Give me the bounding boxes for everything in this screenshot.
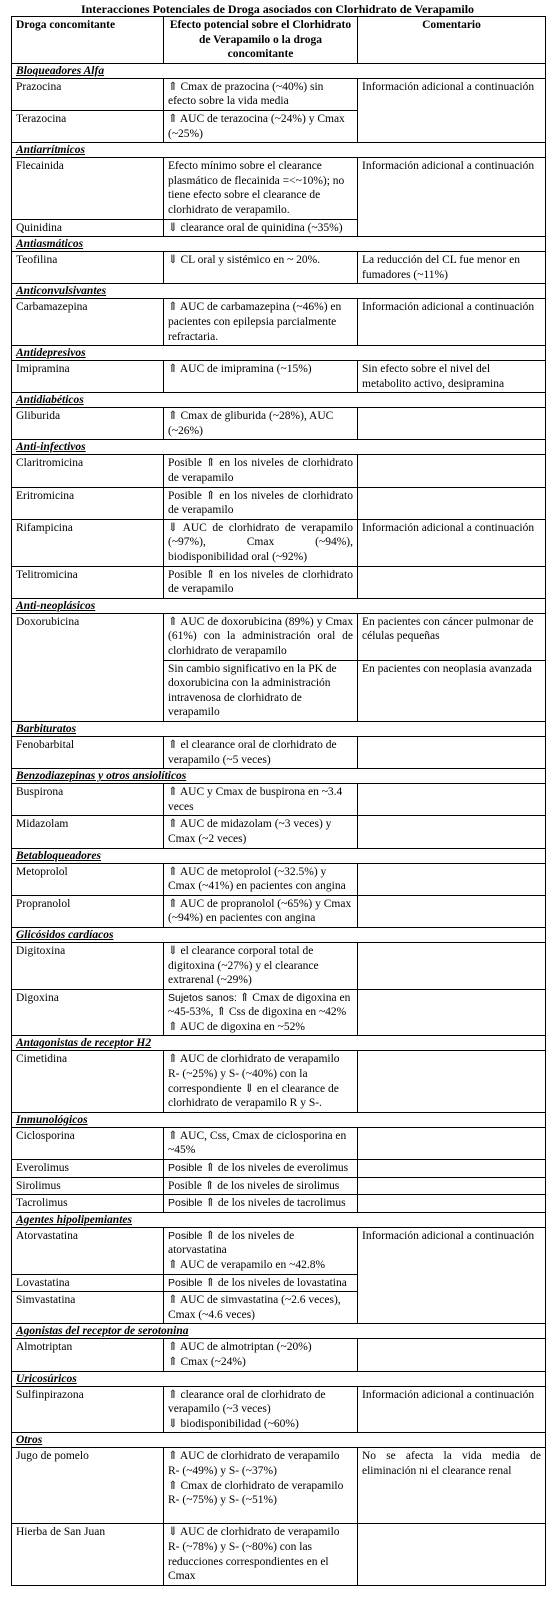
comment-text: Información adicional a continuación [358,1386,546,1433]
effect-text: ⇑ AUC y Cmax de buspirona en ~3.4 veces [164,784,358,816]
comment-text [358,816,546,848]
category-heading: Antidiabéticos [12,393,546,408]
category-heading: Antiarrítmicos [12,143,546,158]
effect-text: ⇓ clearance oral de quinidina (~35%) [164,219,358,237]
effect-text: ⇑ AUC de clorhidrato de verapamilo R- (~49%) y S- (~37%) [168,1450,340,1477]
drug-name: Atorvastatina [12,1227,164,1274]
table-row [12,989,546,1036]
drug-name: Sulfinpirazona [12,1386,164,1433]
drug-name: Lovastatina [12,1274,164,1292]
drug-interactions-table [11,16,546,1586]
effect-text: ⇑ AUC de almotriptan (~20%) [168,1341,312,1354]
category-heading: Bloqueadores Alfa [12,63,546,78]
table-row [12,863,546,895]
effect-cell [164,1386,358,1433]
comment-text: En pacientes con cáncer pulmonar de células pequeñas [358,613,546,660]
category-heading: Anti-infectivos [12,440,546,455]
drug-name: Imipramina [12,361,164,393]
effect-text: Posible ⇑ de los niveles de sirolimus [164,1177,358,1195]
effect-text: ⇑ Cmax de prazocina (~40%) sin efecto sobre la vida media [164,78,358,110]
effect-text: ⇑ de los niveles de lovastatina [202,1276,347,1289]
effect-text: ⇑ AUC de imipramina (~15%) [164,361,358,393]
comment-text [358,1160,546,1178]
effect-text-2: ⇑ Cmax (~24%) [168,1355,246,1368]
comment-text [358,895,546,927]
table-row [12,1448,546,1524]
drug-name: Digoxina [12,989,164,1036]
effect-text: ⇑ de los niveles de tacrolimus [202,1197,346,1210]
category-heading: Anticonvulsivantes [12,284,546,299]
effect-text: ⇑ de los niveles de atorvastatina [168,1229,295,1257]
effect-text: Posible ⇑ en los niveles de clorhidrato de verapamilo [164,487,358,519]
effect-cell [164,1274,358,1292]
table-row [12,1339,546,1371]
table-row [12,252,546,284]
effect-prefix: Posible [168,1276,203,1289]
effect-text: ⇓ AUC de clorhidrato de verapamilo R- (~78%) y S- (~80%) con las reducciones correspondientes en el Cmax [164,1524,358,1585]
drug-name: Hierba de San Juan [12,1524,164,1585]
drug-name: Simvastatina [12,1292,164,1324]
effect-text: ⇑ AUC de simvastatina (~2.6 veces), Cmax (~4.6 veces) [164,1292,358,1324]
drug-name: Propranolol [12,895,164,927]
comment-text [358,1127,546,1159]
comment-text [358,487,546,519]
drug-name: Prazocina [12,78,164,110]
category-heading: Betabloqueadores [12,848,546,863]
drug-name: Teofilina [12,252,164,284]
drug-name: Terazocina [12,110,164,142]
drug-name: Flecainida [12,158,164,219]
comment-text [358,942,546,989]
header-row [12,17,546,64]
effect-text: ⇑ de los niveles de everolimus [202,1162,349,1175]
effect-cell [164,1227,358,1274]
drug-name: Metoprolol [12,863,164,895]
effect-prefix: Posible [168,1197,203,1210]
drug-name: Tacrolimus [12,1195,164,1213]
drug-name: Rifampicina [12,519,164,566]
drug-name: Fenobarbital [12,736,164,768]
table-row [12,299,546,346]
table-row [12,1195,546,1213]
effect-text: ⇓ el clearance corporal total de digitoxina (~27%) y el clearance extrarenal (~29%) [164,942,358,989]
table-row [12,455,546,487]
comment-text: Información adicional a continuación [358,78,546,142]
table-row [12,158,546,219]
effect-text: ⇓ CL oral y sistémico en ~ 20%. [164,252,358,284]
category-heading: Agonistas del receptor de serotonina [12,1324,546,1339]
comment-text [358,408,546,440]
comment-text: Información adicional a continuación [358,158,546,237]
table-row [12,1386,546,1433]
table-row [12,361,546,393]
drug-name: Telitromicina [12,566,164,598]
drug-name: Midazolam [12,816,164,848]
effect-text: ⇓ AUC de clorhidrato de verapamilo (~97%), Cmax (~94%), biodisponibilidad oral (~92%) [164,519,358,566]
effect-text: ⇑ AUC de metoprolol (~32.5%) y Cmax (~41%) en pacientes con angina [164,863,358,895]
effect-text-2: ⇑ AUC de verapamilo en ~42.8% [168,1259,326,1271]
drug-name: Doxorubicina [12,613,164,721]
effect-prefix: Sujetos sanos: [168,991,237,1004]
drug-name: Jugo de pomelo [12,1448,164,1524]
category-heading: Antiasmáticos [12,237,546,252]
table-row [12,784,546,816]
effect-text: ⇑ AUC de propranolol (~65%) y Cmax (~94%) en pacientes con angina [164,895,358,927]
effect-text: ⇑ AUC de terazocina (~24%) y Cmax (~25%) [164,110,358,142]
drug-name: Almotriptan [12,1339,164,1371]
comment-text [358,1051,546,1112]
comment-text [358,455,546,487]
effect-prefix: Posible [168,1229,203,1242]
comment-text: Información adicional a continuación [358,1227,546,1324]
table-row [12,487,546,519]
table-title: Interacciones Potenciales de Droga asociados con Clorhidrato de Verapamilo [80,2,475,16]
comment-text [358,736,546,768]
effect-text: ⇑ Cmax de gliburida (~28%), AUC (~26%) [164,408,358,440]
drug-name: Quinidina [12,219,164,237]
effect-text: Posible ⇑ en los niveles de clorhidrato de verapamilo [164,455,358,487]
drug-name: Gliburida [12,408,164,440]
category-heading: Glicósidos cardíacos [12,927,546,942]
header-comment: Comentario [358,17,546,64]
effect-text: ⇑ clearance oral de clorhidrato de verapamilo (~3 veces) [168,1388,326,1416]
effect-text: Efecto mínimo sobre el clearance plasmático de flecainida =<~10%); no tiene efecto sobre el clearance de clorhidrato de verapamilo. [164,158,358,219]
category-heading: Benzodiazepinas y otros ansiolíticos [12,769,546,784]
effect-text: ⇑ Cmax de digoxina en ~45-53%, ⇑ Css de digoxina en ~42% ⇑ AUC de digoxina en ~52% [168,991,351,1033]
category-heading: Uricosúricos [12,1371,546,1386]
header-effect: Efecto potencial sobre el Clorhidrato de Verapamilo o la droga concomitante [164,17,358,64]
table-row [12,1051,546,1112]
category-heading: Antidepresivos [12,346,546,361]
comment-text [358,784,546,816]
table-row [12,613,546,660]
category-heading: Barbituratos [12,721,546,736]
effect-text: Posible ⇑ en los niveles de clorhidrato de verapamilo [164,566,358,598]
effect-text: ⇑ el clearance oral de clorhidrato de verapamilo (~5 veces) [164,736,358,768]
effect-cell [164,1160,358,1178]
effect-text: ⇑ AUC de midazolam (~3 veces) y Cmax (~2 veces) [164,816,358,848]
drug-name: Buspirona [12,784,164,816]
effect-cell [164,989,358,1036]
drug-name: Cimetidina [12,1051,164,1112]
effect-text: Sin cambio significativo en la PK de doxorubicina con la administración intravenosa de clorhidrato de verapamilo [164,660,358,721]
category-heading: Agentes hipolipemiantes [12,1212,546,1227]
category-heading: Otros [12,1433,546,1448]
comment-text [358,863,546,895]
comment-text: Información adicional a continuación [358,299,546,346]
category-heading: Inmunológicos [12,1112,546,1127]
table-row [12,816,546,848]
comment-text [358,1339,546,1371]
category-heading: Anti-neoplásicos [12,598,546,613]
table-row [12,78,546,110]
effect-cell [164,1339,358,1371]
category-heading: Antagonistas de receptor H2 [12,1036,546,1051]
drug-name: Sirolimus [12,1177,164,1195]
drug-name: Ciclosporina [12,1127,164,1159]
table-row [12,566,546,598]
comment-text [358,1524,546,1585]
table-row [12,1524,546,1585]
table-row [12,1177,546,1195]
drug-name: Eritromicina [12,487,164,519]
effect-text: ⇑ AUC de doxorubicina (89%) y Cmax (61%) con la administración oral de clorhidrato de verapamilo [164,613,358,660]
comment-text [358,1177,546,1195]
comment-text: La reducción del CL fue menor en fumadores (~11%) [358,252,546,284]
comment-text [358,1195,546,1213]
table-row [12,519,546,566]
table-row [12,895,546,927]
drug-name: Carbamazepina [12,299,164,346]
table-row [12,1127,546,1159]
comment-text: Información adicional a continuación [358,519,546,566]
effect-text-2: ⇑ Cmax de clorhidrato de verapamilo R- (~75%) y S- (~51%) [168,1479,344,1507]
table-row [12,1160,546,1178]
comment-text [358,989,546,1036]
drug-name: Digitoxina [12,942,164,989]
comment-text: En pacientes con neoplasia avanzada [358,660,546,721]
header-drug: Droga concomitante [12,17,164,64]
effect-prefix: Posible [168,1162,203,1175]
effect-text: ⇑ AUC, Css, Cmax de ciclosporina en ~45% [164,1127,358,1159]
drug-name: Claritromicina [12,455,164,487]
effect-text: ⇑ AUC de carbamazepina (~46%) en pacientes con epilepsia parcialmente refractaria. [164,299,358,346]
effect-text: ⇑ AUC de clorhidrato de verapamilo R- (~25%) y S- (~40%) con la correspondiente ⇓ en el clearance de clorhidrato de verapamilo R y S-. [164,1051,358,1112]
table-row [12,1227,546,1274]
effect-cell [164,1448,358,1524]
table-row [12,942,546,989]
comment-text: No se afecta la vida media de eliminación ni el clearance renal [358,1448,546,1524]
drug-name: Everolimus [12,1160,164,1178]
comment-text: Sin efecto sobre el nivel del metabolito activo, desipramina [358,361,546,393]
table-row [12,408,546,440]
table-row [12,736,546,768]
effect-cell [164,1195,358,1213]
effect-text-2: ⇓ biodisponibilidad (~60%) [168,1417,299,1430]
comment-text [358,566,546,598]
